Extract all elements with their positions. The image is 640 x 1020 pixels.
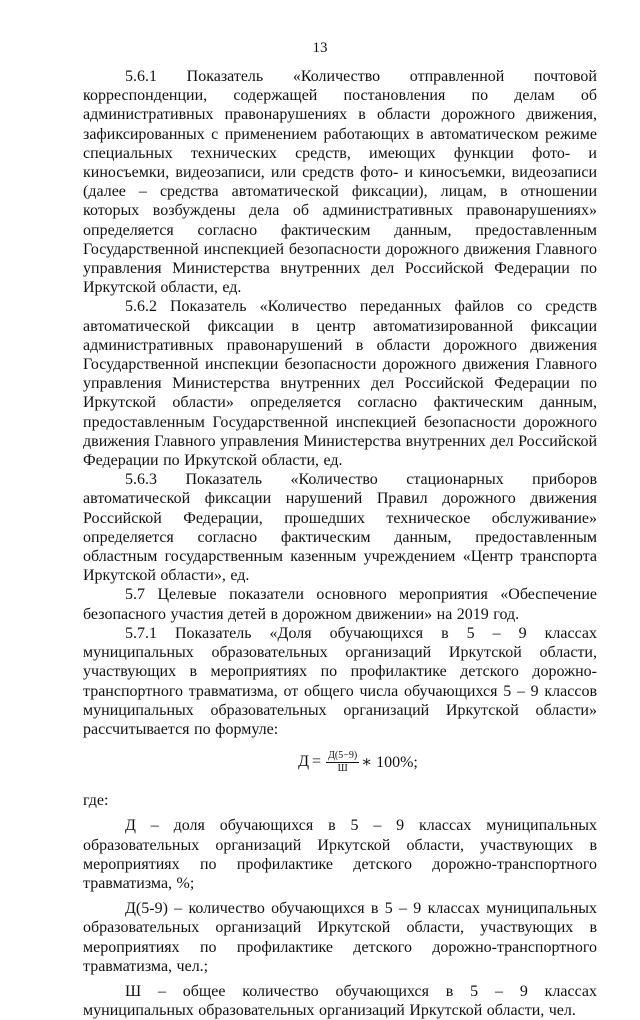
definition-sh: Ш – общее количество обучающихся в 5 – 9 классах муниципальных образовательных организаций Иркутской области, чел. [83,982,597,1020]
formula-lhs: Д [298,753,310,771]
formula-numerator: Д(5−9) [328,749,358,761]
paragraph-5-6-1: 5.6.1 Показатель «Количество отправленной почтовой корреспонденции, содержащей постановления по делам об административных правонарушениях в области дорожного движения, зафиксированных с применением работающих в автоматическом режиме специальных технических средств, имеющих функции фото- и киносъемки, видеозаписи, или средств фото- и киносъемки, видеозаписи (далее – средства автоматической фиксации), лицам, в отношении которых возбуждены дела об административных правонарушениях» определяется согласно фактическим данным, предоставленным Государственной инспекцией безопасности дорожного движения Главного управления Министерства внутренних дел Российской Федерации по Иркутской области, ед. [83,68,597,297]
definition-d-5-9: Д(5-9) – количество обучающихся в 5 – 9 классах муниципальных образовательных организаций Иркутской области, участвующих в мероприятиях по профилактике детского дорожно-транспортного травматизма, чел.; [83,900,597,975]
definition-d: Д – доля обучающихся в 5 – 9 классах муниципальных образовательных организаций Иркутской области, участвующих в мероприятиях по профилактике детского дорожно-транспортного травматизма, %; [83,817,597,892]
formula-denominator: Ш [337,762,348,774]
page-number: 13 [312,40,328,56]
paragraph-5-6-3: 5.6.3 Показатель «Количество стационарных приборов автоматической фиксации нарушений Правил дорожного движения Российской Федерации, прошедших техническое обслуживание» определяется согласно фактическим данным, предоставленным областным государственным казенным учреждением «Центр транспорта Иркутской области», ед. [83,471,597,585]
paragraph-5-6-2: 5.6.2 Показатель «Количество переданных файлов со средств автоматической фиксации в центр автоматизированной фиксации административных правонарушений в области дорожного движения Государственной инспекции безопасности дорожного движения Главного управления Министерства внутренних дел Российской Федерации по Иркутской области» определяется согласно фактическим данным, предоставленным Государственной инспекцией безопасности дорожного движения Главного управления Министерства внутренних дел Российской Федерации по Иркутской области, ед. [83,298,597,470]
formula-multiplier: ∗ 100%; [361,754,418,772]
formula-fraction [326,750,359,775]
formula-equals: = [312,753,322,771]
paragraph-5-7-1: 5.7.1 Показатель «Доля обучающихся в 5 – 9 классах муниципальных образовательных организаций Иркутской области, участвующих в мероприятиях по профилактике детского дорожно-транспортного травматизма, от общего числа обучающихся 5 – 9 классов муниципальных образовательных организаций Иркутской области» рассчитывается по формуле: [83,624,597,738]
paragraph-5-7: 5.7 Целевые показатели основного мероприятия «Обеспечение безопасного участия детей в дорожном движении» на 2019 год. [83,586,597,623]
where-label: где: [83,792,109,810]
formula [83,739,597,785]
document-body [83,67,597,1020]
